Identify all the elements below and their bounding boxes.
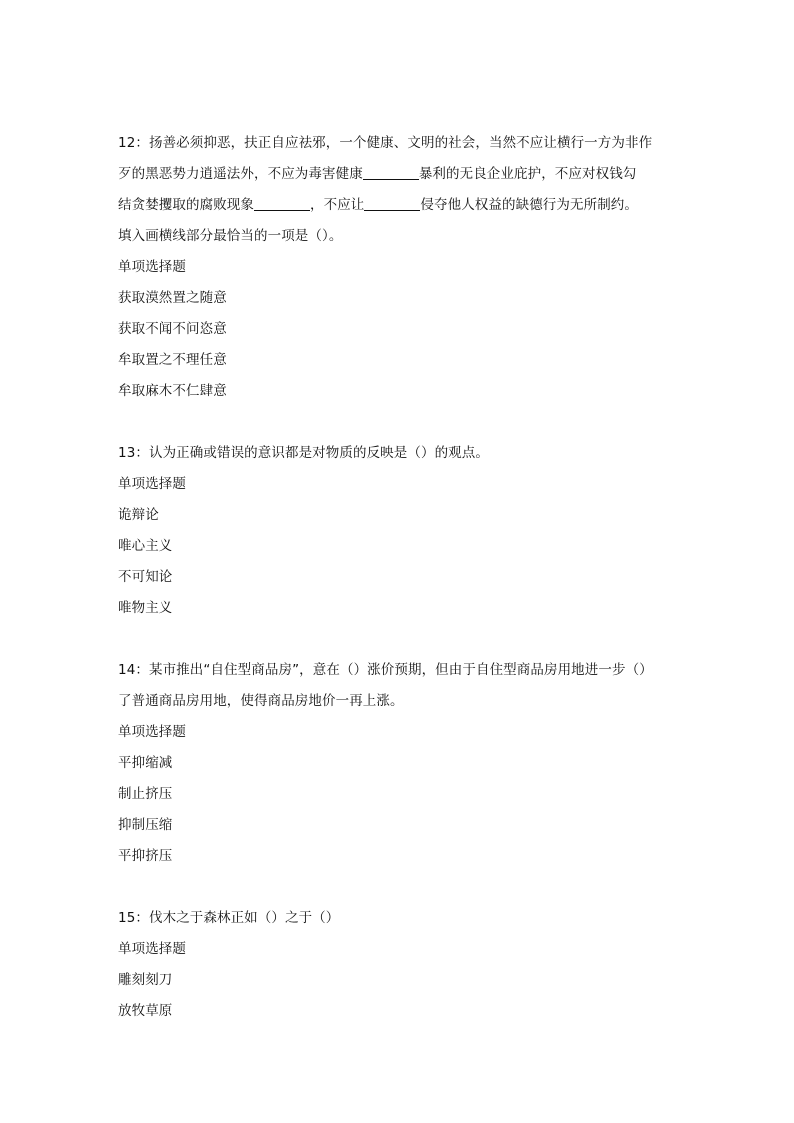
fill-blank — [363, 165, 419, 180]
stem-text: 结贪婪攫取的腐败现象 — [118, 197, 254, 213]
answer-option: 牟取麻木不仁肆意 — [118, 383, 227, 399]
question-type: 单项选择题 — [118, 941, 186, 957]
answer-option: 诡辩论 — [118, 507, 159, 523]
question-14 — [118, 655, 678, 872]
answer-option: 牟取置之不理任意 — [118, 352, 227, 368]
answer-option: 不可知论 — [118, 569, 173, 585]
fill-blank — [254, 196, 310, 211]
question-spacer — [118, 624, 678, 655]
answer-option: 获取不闻不问恣意 — [118, 321, 227, 337]
answer-option: 唯物主义 — [118, 600, 173, 616]
question-stem-line — [118, 686, 678, 717]
answer-option: 获取漠然置之随意 — [118, 290, 227, 306]
stem-text: 14：某市推出“自住型商品房”，意在（）涨价预期，但由于自住型商品房用地进一步（） — [118, 662, 653, 678]
fill-blank — [364, 196, 420, 211]
stem-text: 12：扬善必须抑恶，扶正自应祛邪，一个健康、文明的社会，当然不应让横行一方为非作 — [118, 135, 653, 151]
answer-option: 平抑挤压 — [118, 848, 173, 864]
stem-text: 15：伐木之于森林正如（）之于（） — [118, 910, 340, 926]
stem-text: 填入画横线部分最恰当的一项是（）。 — [118, 228, 343, 244]
answer-option: 抑制压缩 — [118, 817, 173, 833]
question-stem-line — [118, 128, 678, 159]
question-spacer — [118, 407, 678, 438]
question-stem-line — [118, 190, 678, 221]
stem-text: 侵夺他人权益的缺德行为无所制约。 — [420, 197, 639, 213]
answer-option: 唯心主义 — [118, 538, 173, 554]
answer-option: 平抑缩减 — [118, 755, 173, 771]
question-type: 单项选择题 — [118, 724, 186, 740]
question-12 — [118, 128, 678, 407]
question-13 — [118, 438, 678, 624]
answer-option: 雕刻刻刀 — [118, 972, 173, 988]
answer-option: 制止挤压 — [118, 786, 173, 802]
question-stem-line — [118, 221, 678, 252]
stem-text: 13：认为正确或错误的意识都是对物质的反映是（）的观点。 — [118, 445, 489, 461]
question-stem-line — [118, 903, 678, 934]
document-page — [118, 128, 678, 1027]
question-15 — [118, 903, 678, 1027]
question-stem-line — [118, 655, 678, 686]
stem-text: 了普通商品房用地，使得商品房地价一再上涨。 — [118, 693, 404, 709]
question-type: 单项选择题 — [118, 259, 186, 275]
stem-text: 歹的黑恶势力逍遥法外，不应为毒害健康 — [118, 166, 363, 182]
answer-option: 放牧草原 — [118, 1003, 173, 1019]
stem-text: 暴利的无良企业庇护，不应对权钱勾 — [418, 166, 637, 182]
question-stem-line — [118, 438, 678, 469]
question-type: 单项选择题 — [118, 476, 186, 492]
stem-text: ，不应让 — [310, 197, 365, 213]
question-spacer — [118, 872, 678, 903]
question-stem-line — [118, 159, 678, 190]
